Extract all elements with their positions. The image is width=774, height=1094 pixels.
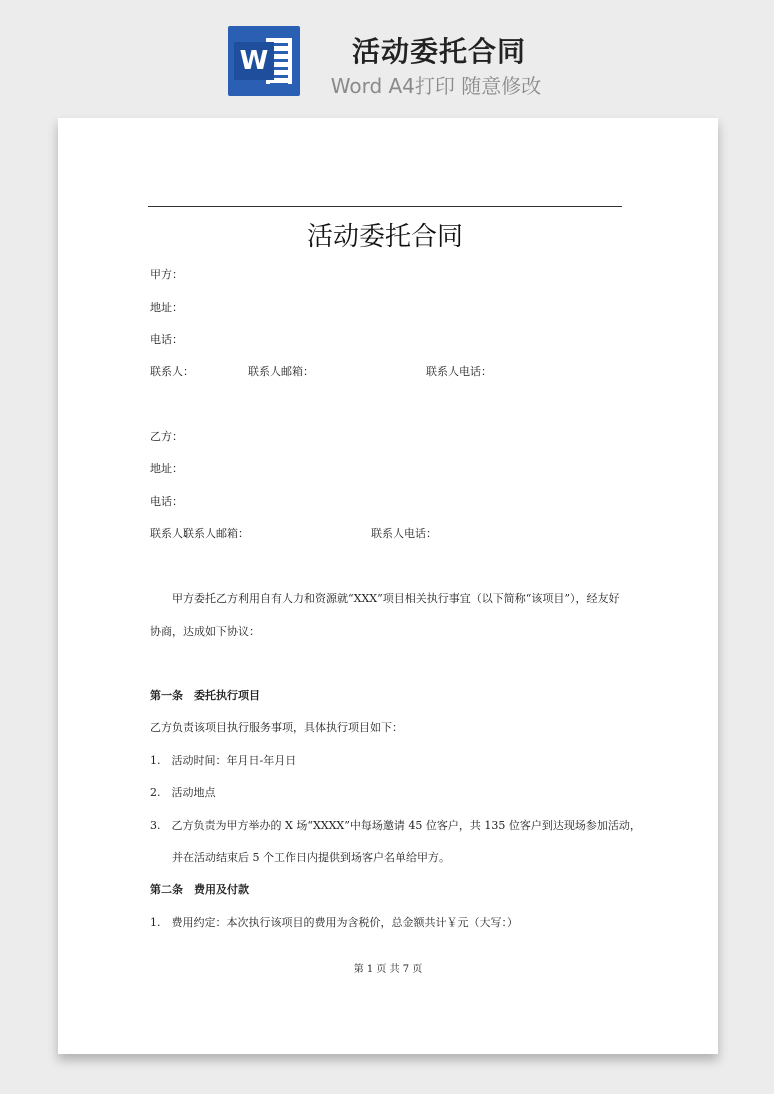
article-1-item-1: 1. 活动时间：年月日-年月日 — [150, 754, 297, 767]
document-title: 活动委托合同 — [306, 222, 463, 252]
article-1-item-3: 3. 乙方负责为甲方举办的 X 场“XXXX”中每场邀请 45 位客户，共 135 位客户到达现场参加活动， — [150, 819, 641, 832]
banner-title: 活动委托合同 — [351, 35, 526, 68]
party-b-contact-phone: 联系人电话： — [371, 527, 437, 540]
word-icon — [228, 26, 300, 96]
header-rule — [148, 206, 622, 207]
party-b-label: 乙方： — [150, 430, 183, 443]
party-b-contact-email: 联系人邮箱： — [183, 527, 249, 540]
article-1-lead: 乙方负责该项目执行服务事项，具体执行项目如下： — [150, 721, 403, 734]
article-2-item-1: 1. 费用约定：本次执行该项目的费用为含税价，总金额共计￥元（大写：） — [150, 916, 518, 929]
word-icon-letter: W — [234, 42, 274, 80]
party-a-address: 地址： — [150, 301, 183, 314]
party-a-label: 甲方： — [150, 268, 183, 281]
intro-paragraph-line-1: 甲方委托乙方利用自有人力和资源就“XXX”项目相关执行事宜（以下简称“该项目”），经友好 — [172, 592, 620, 605]
article-1-item-3-continued: 并在活动结束后 5 个工作日内提供到场客户名单给甲方。 — [172, 851, 450, 864]
intro-paragraph-line-2: 协商，达成如下协议： — [150, 625, 260, 638]
page-footer: 第 1 页 共 7 页 — [353, 964, 423, 975]
banner-subtitle: Word A4打印 随意修改 — [330, 74, 542, 98]
party-a-contact: 联系人： — [150, 365, 194, 378]
party-a-phone: 电话： — [150, 333, 183, 346]
party-a-contact-email: 联系人邮箱： — [248, 365, 314, 378]
header-banner — [0, 0, 774, 118]
article-1-heading: 第一条 委托执行项目 — [150, 689, 260, 702]
article-2-heading: 第二条 费用及付款 — [150, 883, 249, 896]
party-b-address: 地址： — [150, 462, 183, 475]
party-b-contact: 联系人： — [150, 527, 194, 540]
article-1-item-2: 2. 活动地点 — [150, 786, 216, 799]
document-page — [58, 118, 718, 1054]
party-a-contact-phone: 联系人电话： — [426, 365, 492, 378]
party-b-phone: 电话： — [150, 495, 183, 508]
